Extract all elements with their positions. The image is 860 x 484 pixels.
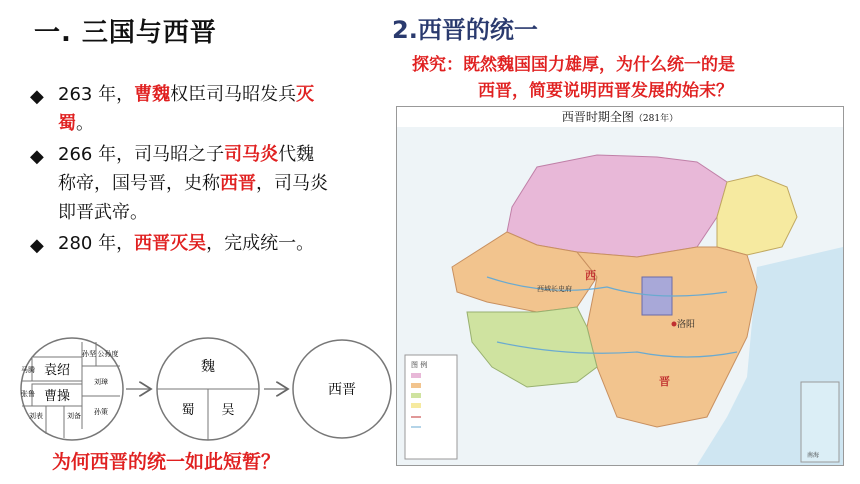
- warlord-label: 公孙度: [97, 350, 119, 358]
- warlord-label: 刘表: [29, 412, 43, 420]
- bullet-item: [30, 80, 330, 138]
- kingdom-wei-label: 魏: [201, 359, 215, 375]
- section-title: 一. 三国与西晋: [34, 18, 217, 48]
- period-diagram: [16, 334, 396, 444]
- kingdom-shu-label: 蜀: [181, 403, 195, 418]
- map-label-jin: 晋: [659, 375, 670, 388]
- warlord-label: 刘备: [67, 412, 81, 420]
- bullet-text: ，司马炎即晋武帝。: [58, 173, 328, 223]
- kingdom-wu-label: 吴: [221, 403, 235, 418]
- map-label-nanhai: 南海: [807, 452, 820, 459]
- warlord-label: 曹操: [43, 389, 71, 404]
- bullet-text: ，完成统一。: [206, 233, 315, 254]
- warlord-label: 袁绍: [43, 363, 71, 378]
- map-label-xiyu: 西域长史府: [537, 285, 572, 293]
- bullet-text: 280 年，: [58, 233, 135, 254]
- three-kingdoms-warlords-circle: [21, 338, 123, 440]
- diamond-icon: ◆: [30, 86, 44, 107]
- warlord-label: 马腾: [21, 366, 35, 374]
- highlight-text: 司马炎: [224, 144, 279, 165]
- explore-line-2: 西晋，简要说明西晋发展的始末？: [478, 81, 733, 101]
- map-title: 西晋时期全图（281年）: [397, 107, 843, 128]
- western-jin-label: 西晋: [328, 382, 356, 398]
- warlord-label: 孙坚: [82, 350, 96, 358]
- diamond-icon: ◆: [30, 146, 44, 167]
- map-label-xi: 西: [585, 269, 596, 282]
- bullet-text: 263 年，: [58, 84, 135, 105]
- warlord-label: 刘璋: [94, 378, 108, 386]
- bullet-text: 权臣司马昭发兵: [170, 84, 297, 105]
- bullet-text: 。: [76, 113, 94, 134]
- diamond-icon: ◆: [30, 235, 44, 256]
- warlord-label: 张鲁: [21, 390, 35, 398]
- highlight-text: 西晋: [220, 173, 256, 194]
- highlight-text: 灭蜀: [58, 84, 315, 134]
- bullet-item: [30, 229, 330, 258]
- three-kingdoms-circle: [157, 338, 259, 440]
- northern-region: [507, 155, 727, 257]
- south-sea-inset: [801, 382, 839, 462]
- bullet-text: 代魏称帝，国号晋，史称: [58, 144, 315, 194]
- section-title-right: 2.西晋的统一: [392, 16, 538, 44]
- highlight-text: 西晋灭吴: [134, 233, 207, 254]
- western-jin-map: [396, 106, 844, 466]
- western-jin-circle: [293, 340, 391, 438]
- bullet-list: [30, 80, 330, 260]
- explore-prompt: [412, 52, 842, 104]
- explore-line-1: 探究：既然魏国国力雄厚，为什么统一的是: [412, 55, 735, 75]
- map-drawing: [397, 127, 843, 465]
- map-label-luoyang: 洛阳: [677, 320, 696, 330]
- highlight-text: 曹魏: [134, 84, 171, 105]
- bullet-item: [30, 140, 330, 227]
- warlord-label: 孙策: [94, 408, 108, 416]
- question-text: 为何西晋的统一如此短暂？: [52, 451, 281, 473]
- map-legend-title: 图 例: [411, 361, 428, 369]
- bullet-text: 266 年，司马昭之子: [58, 144, 225, 165]
